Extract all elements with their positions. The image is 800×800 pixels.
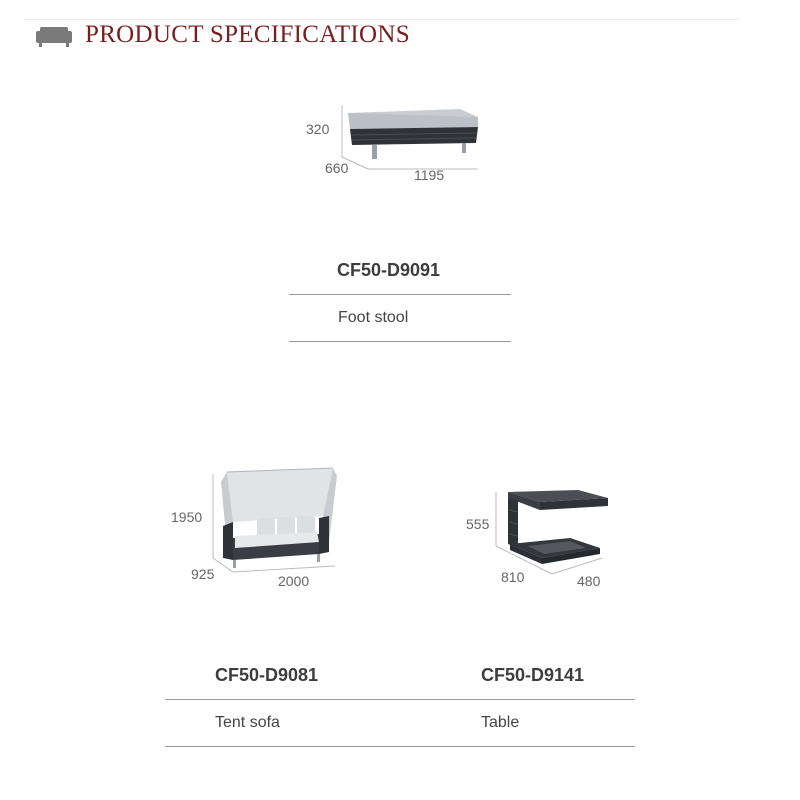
- sofa-icon: [36, 25, 72, 47]
- tent-sofa-model: CF50-D9081: [215, 665, 319, 685]
- tent-sofa-depth: 925: [191, 566, 215, 582]
- lower-divider-top: [165, 699, 635, 700]
- foot-stool-divider-top: [289, 294, 511, 295]
- table-image: [490, 486, 615, 581]
- foot-stool-depth: 660: [325, 160, 349, 176]
- foot-stool-image: [330, 95, 490, 175]
- table-width: 480: [577, 573, 601, 589]
- table-height: 555: [466, 516, 490, 532]
- tent-sofa-width: 2000: [278, 573, 310, 589]
- foot-stool-width: 1195: [414, 167, 445, 183]
- tent-sofa-image: [205, 462, 345, 580]
- foot-stool-divider-bottom: [289, 341, 511, 342]
- table-depth: 810: [501, 569, 525, 585]
- foot-stool-height: 320: [306, 121, 330, 137]
- foot-stool-name: Foot stool: [338, 309, 409, 326]
- tent-sofa-height: 1950: [171, 509, 203, 525]
- table-name: Table: [481, 714, 520, 731]
- header-divider: [24, 19, 740, 20]
- page-title: PRODUCT SPECIFICATIONS: [85, 21, 410, 48]
- table-model: CF50-D9141: [481, 665, 585, 685]
- lower-divider-bottom: [165, 746, 635, 747]
- foot-stool-model: CF50-D9091: [337, 260, 441, 280]
- tent-sofa-name: Tent sofa: [215, 714, 280, 731]
